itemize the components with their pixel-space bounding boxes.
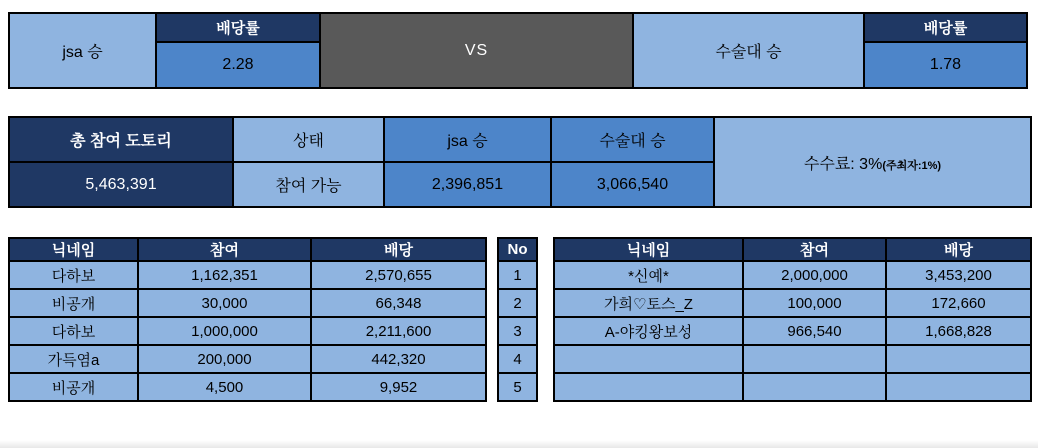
right-participants-table <box>553 237 1032 402</box>
payout-header: 배당 <box>311 238 486 261</box>
status-header: 상태 <box>233 117 384 162</box>
nickname-header: 닉네임 <box>554 238 743 261</box>
team2-total-header: 수술대 승 <box>551 117 714 162</box>
table-row <box>9 317 486 345</box>
payout-cell <box>886 373 1031 401</box>
amount-cell: 1,000,000 <box>138 317 311 345</box>
table-row <box>9 289 486 317</box>
fee-cell <box>714 117 1031 207</box>
team1-total-value: 2,396,851 <box>384 162 551 207</box>
nickname-cell: 가득염a <box>9 345 138 373</box>
nickname-cell: 비공개 <box>9 373 138 401</box>
amount-header: 참여 <box>743 238 886 261</box>
row-number-cell: 5 <box>498 373 537 401</box>
amount-cell: 100,000 <box>743 289 886 317</box>
payout-cell: 2,211,600 <box>311 317 486 345</box>
team1-odds-column <box>155 14 319 87</box>
table-row <box>554 261 1031 289</box>
payout-header: 배당 <box>886 238 1031 261</box>
payout-cell: 172,660 <box>886 289 1031 317</box>
match-header <box>8 12 1028 89</box>
row-number-cell: 3 <box>498 317 537 345</box>
team2-odds-column <box>863 14 1026 87</box>
team2-name: 수술대 승 <box>715 44 782 61</box>
amount-cell: 2,000,000 <box>743 261 886 289</box>
nickname-cell: 다하보 <box>9 261 138 289</box>
left-participants-table <box>8 237 487 402</box>
vs-label: VS <box>319 14 632 87</box>
nickname-cell: 다하보 <box>9 317 138 345</box>
table-row <box>9 261 486 289</box>
fee-note: (주최자:1%) <box>882 159 942 172</box>
payout-cell <box>886 345 1031 373</box>
table-header-row <box>9 238 486 261</box>
payout-cell: 442,320 <box>311 345 486 373</box>
nickname-cell: A-야킹왕보성 <box>554 317 743 345</box>
nickname-cell: *신예* <box>554 261 743 289</box>
table-header-row <box>554 238 1031 261</box>
amount-cell: 200,000 <box>138 345 311 373</box>
table-row <box>9 345 486 373</box>
row-number-column <box>497 237 538 402</box>
team1-total-header: jsa 승 <box>384 117 551 162</box>
table-row <box>554 373 1031 401</box>
nickname-cell <box>554 345 743 373</box>
payout-cell: 66,348 <box>311 289 486 317</box>
team1-odds-value: 2.28 <box>157 43 319 87</box>
fee-text: 수수료: 3% <box>803 155 883 173</box>
table-row <box>9 373 486 401</box>
table-row <box>554 289 1031 317</box>
payout-cell: 9,952 <box>311 373 486 401</box>
status-value: 참여 가능 <box>233 162 384 207</box>
team2-odds-value: 1.78 <box>865 43 1026 87</box>
amount-cell: 966,540 <box>743 317 886 345</box>
total-acorns-header: 총 참여 도토리 <box>9 117 233 162</box>
team1-name: jsa 승 <box>62 44 103 61</box>
summary-table <box>8 116 1032 208</box>
team1-box[interactable] <box>10 14 155 87</box>
table-header-row <box>498 238 537 261</box>
team2-box[interactable] <box>632 14 863 87</box>
no-header: No <box>498 238 537 261</box>
amount-cell: 1,162,351 <box>138 261 311 289</box>
table-row <box>554 345 1031 373</box>
nickname-cell <box>554 373 743 401</box>
total-acorns-value: 5,463,391 <box>9 162 233 207</box>
table-row <box>498 345 537 373</box>
amount-cell: 4,500 <box>138 373 311 401</box>
payout-cell: 2,570,655 <box>311 261 486 289</box>
row-number-cell: 4 <box>498 345 537 373</box>
amount-cell <box>743 373 886 401</box>
payout-cell: 3,453,200 <box>886 261 1031 289</box>
amount-header: 참여 <box>138 238 311 261</box>
amount-cell <box>743 345 886 373</box>
nickname-cell: 비공개 <box>9 289 138 317</box>
amount-cell: 30,000 <box>138 289 311 317</box>
team1-odds-header: 배당률 <box>157 14 319 43</box>
payout-cell: 1,668,828 <box>886 317 1031 345</box>
table-row <box>498 289 537 317</box>
table-row <box>498 373 537 401</box>
row-number-cell: 1 <box>498 261 537 289</box>
table-row <box>498 317 537 345</box>
table-row <box>554 317 1031 345</box>
row-number-cell: 2 <box>498 289 537 317</box>
nickname-header: 닉네임 <box>9 238 138 261</box>
table-row <box>498 261 537 289</box>
team2-odds-header: 배당률 <box>865 14 1026 43</box>
team2-total-value: 3,066,540 <box>551 162 714 207</box>
window-edge-shadow <box>0 440 1038 448</box>
nickname-cell: 가희♡토스_Z <box>554 289 743 317</box>
